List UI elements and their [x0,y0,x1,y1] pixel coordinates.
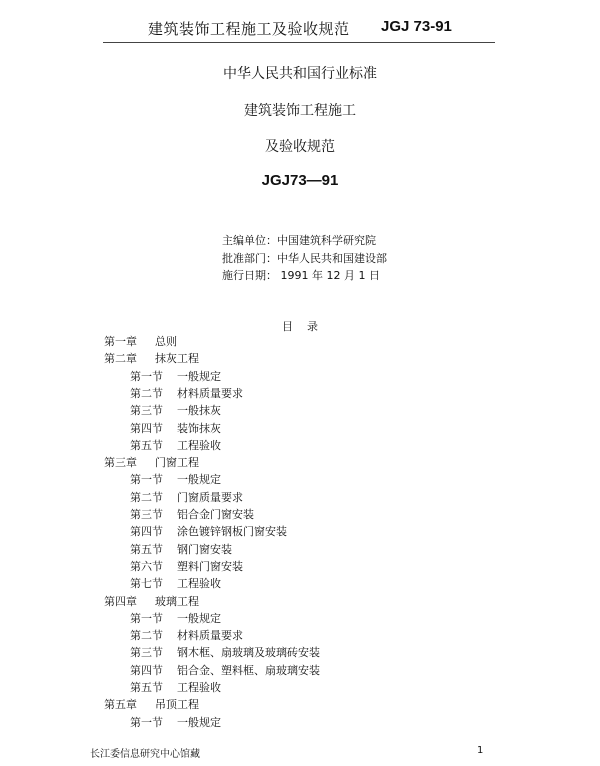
toc-item-title: 铝合金门窗安装 [177,508,254,521]
toc-section [130,628,243,644]
toc-section [130,386,243,402]
toc-item-title: 吊顶工程 [155,698,199,711]
toc-item-title: 抹灰工程 [155,352,199,365]
toc-section [130,421,221,437]
toc-item-title: 门窗质量要求 [177,491,243,504]
toc-item-number: 第一章 [104,335,137,348]
toc-item-title: 工程验收 [177,439,221,452]
toc-item-title: 门窗工程 [155,456,199,469]
toc-item-number: 第四节 [130,664,163,677]
toc-item-number: 第一节 [130,716,163,729]
toc-item-title: 铝合金、塑料框、扇玻璃安装 [177,664,320,677]
page-header [0,14,600,44]
editor-unit: 主编单位：中国建筑科学研究院 [222,234,376,247]
toc-item-title: 一般规定 [177,370,221,383]
toc-item-title: 材料质量要求 [177,629,243,642]
toc-chapter [104,455,199,471]
toc-item-number: 第六节 [130,560,163,573]
toc-chapter [104,334,177,350]
toc-item-title: 装饰抹灰 [177,422,221,435]
toc-section [130,403,221,419]
toc-section [130,369,221,385]
toc-item-number: 第四节 [130,422,163,435]
toc-item-number: 第一节 [130,473,163,486]
toc-heading: 目录 [282,320,332,333]
toc-section [130,507,254,523]
toc-item-title: 钢木框、扇玻璃及玻璃砖安装 [177,646,320,659]
toc-section [130,490,243,506]
toc-item-number: 第四章 [104,595,137,608]
footer-source: 长江委信息研究中心馆藏 [90,749,200,760]
toc-item-number: 第五节 [130,439,163,452]
standard-type: 中华人民共和国行业标准 [223,66,377,82]
toc-section [130,645,320,661]
toc-section [130,576,221,592]
toc-item-number: 第三章 [104,456,137,469]
document-title-line1: 建筑装饰工程施工 [244,103,356,119]
toc-item-title: 涂色镀锌钢板门窗安装 [177,525,287,538]
toc-item-title: 塑料门窗安装 [177,560,243,573]
toc-item-title: 一般规定 [177,612,221,625]
approval-department: 批准部门：中华人民共和国建设部 [222,252,387,265]
toc-chapter [104,594,199,610]
toc-item-title: 一般抹灰 [177,404,221,417]
toc-section [130,542,232,558]
effective-date: 施行日期： 1991 年 12 月 1 日 [222,269,380,282]
toc-item-title: 一般规定 [177,716,221,729]
toc-item-title: 工程验收 [177,681,221,694]
toc-item-number: 第四节 [130,525,163,538]
toc-section [130,663,320,679]
toc-item-number: 第三节 [130,404,163,417]
toc-section [130,715,221,731]
toc-chapter [104,351,199,367]
header-divider [103,42,495,43]
page-number: 1 [477,745,484,756]
toc-item-number: 第三节 [130,508,163,521]
toc-section [130,680,221,696]
toc-item-title: 钢门窗安装 [177,543,232,556]
toc-item-number: 第二节 [130,491,163,504]
toc-item-number: 第二节 [130,387,163,400]
toc-section [130,472,221,488]
toc-item-title: 玻璃工程 [155,595,199,608]
toc-item-number: 第一节 [130,612,163,625]
toc-item-title: 工程验收 [177,577,221,590]
document-title-line2: 及验收规范 [265,139,335,155]
toc-item-title: 总则 [155,335,177,348]
toc-item-number: 第一节 [130,370,163,383]
toc-section [130,438,221,454]
toc-section [130,524,287,540]
toc-chapter [104,697,199,713]
header-title: 建筑装饰工程施工及验收规范 [148,20,350,38]
toc-item-number: 第五节 [130,543,163,556]
toc-item-title: 材料质量要求 [177,387,243,400]
document-code: JGJ73—91 [261,172,339,189]
toc-item-number: 第五章 [104,698,137,711]
toc-item-number: 第三节 [130,646,163,659]
toc-item-number: 第二节 [130,629,163,642]
toc-item-number: 第二章 [104,352,137,365]
toc-section [130,559,243,575]
header-code: JGJ 73-91 [381,18,452,35]
toc-item-number: 第七节 [130,577,163,590]
toc-section [130,611,221,627]
toc-item-title: 一般规定 [177,473,221,486]
toc-item-number: 第五节 [130,681,163,694]
